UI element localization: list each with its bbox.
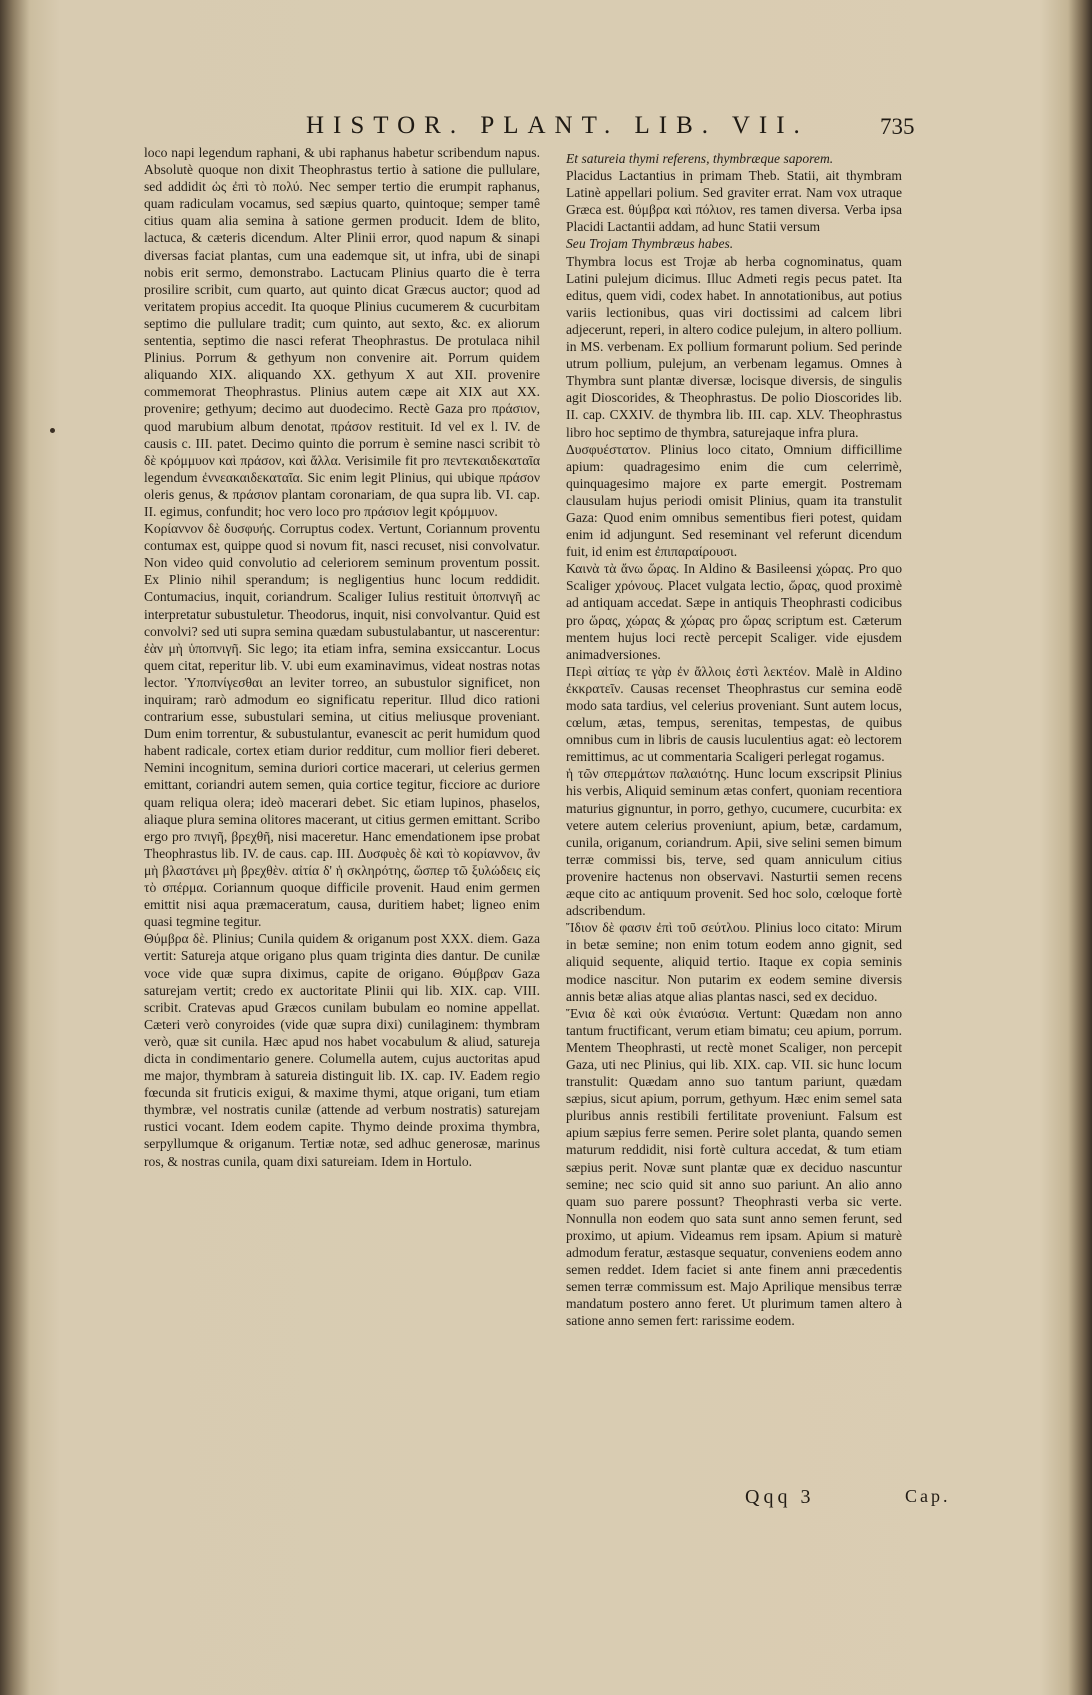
paragraph: ἡ τῶν σπερμάτων παλαιότης. Hunc locum exscripsit Plinius his verbis, Aliquid seminum ætas confert, quoniam recentiora maturius gignuntur, in porro, gethyo, cucumere, cucurbita: ex vetere autem celerius proveniunt, apium, betæ, cardamum, cunila, origanum, coriandrum. Apii, sive selini semen bimum terræ commissi bis, terve, sed quam anniculum citius provenire hactenus non observavi. Nasturtii semen recens æque cito ac antiquum provenit. Sed hoc solo, cœloque fortè adscribendum. bbox=[566, 766, 902, 919]
right-column bbox=[566, 150, 902, 1329]
paragraph: Περὶ αἰτίας τε γὰρ ἐν ἄλλοις ἐστὶ λεκτέον. Malè in Aldino ἐκκρατεῖν. Causas recenset Theophrastus cur semina eodē modo sata tardius, vel celerius proveniant. Sunt autem locus, cœlum, ætas, tempus, serenitas, tempestas, de quibus omnibus cum in libris de causis luculentius agat: eò lectorem remittimus, ac ut commentaria Scaligeri perlegat rogamus. bbox=[566, 663, 902, 765]
margin-mark bbox=[50, 428, 55, 433]
paragraph: Κορίαννον δὲ δυσφυής. Corruptus codex. Vertunt, Coriannum proventu contumax est, quippe quod si novum fit, nasci recuset, nisi convolvatur. Non video quid convolutio ad celeriorem seminum proventum possit. Ex Plinio nihil sperandum; is negligentius hunc locum reddidit. Contumacius, inquit, coriandrum. Scaliger Iulius restituit ὑποπνιγῆ ac interpretatur subustuletur. Theodorus, inquit, nisi convolvantur. Quid est convolvi? sed uti supra semina quædam subustulabantur, ut nascerentur: ἐὰν μὴ ὑποπνιγῆ. Sic lego; ita etiam infra, semina exsiccantur. Locus quem citat, reperitur lib. V. ubi eum examinavimus, videat nostras notas lector. Ὑποπνίγεσθαι an leviter torreo, an subustulor significet, non inquiram; rarò admodum eo significatu reperitur. Illud dico rationi contrarium esse, subustulari semina, ut citius meliusque proveniant. Dum enim torrentur, & subustulantur, evanescit ac perit humidum quod habent radicale, cortex etiam durior redditur, cum mollior fieri deberet. Nemini incognitum, semina duriori cortice macerari, ut celerius germen emittant, coriandri autem semen, quia cortice tegitur, ficciore ac duriore quam reliqua olera; ideò macerari debet. Sic etiam lupinos, phaselos, aliaque plura semina olitores macerant, ut citius germen emittant. Scribo ergo pro πνιγῆ, βρεχθῆ, nisi maceretur. Hanc emendationem ipse probat Theophrastus lib. IV. de caus. cap. III. Δυσφυὲς δὲ καὶ τὸ κορίαννον, ἂν μὴ βλαστάνει μὴ βρεχθὲν. αἰτία δ' ἡ σκληρότης, ὥσπερ τῶ ξυλώδεις εἰς τὸ σπέρμα. Coriannum quoque difficile provenit. Haud enim germen emittit nisi aqua præmaceratum, causa, duritiem habet; ligneo enim quasi tegmine tegitur. bbox=[144, 521, 540, 930]
paragraph: Thymbra locus est Trojæ ab herba cognominatus, quam Latini pulejum dicimus. Illuc Admeti regis pecus patet. Ita editus, quem vidi, codex habet. In annotationibus, aut potius variis lectionibus, quas viri doctissimi ad calcem libri adjecerunt, reperi, in altero codice pulejum, in altero pollium. in MS. verbenam. Ex pollium formarunt polium. Sed perinde utrum pollium, pulejum, an verbenam legamus. Omnes à Thymbra sunt plantæ diversæ, locisque diversis, de singulis agit Dioscorides, & Theophrastus. De polio Dioscorides lib. II. cap. CXXIV. de thymbra lib. III. cap. XLV. Theophrastus libro hoc septimo de thymbra, saturejaque infra plura. bbox=[566, 253, 902, 440]
catchword: Cap. bbox=[905, 1486, 951, 1506]
paragraph: Ἴδιον δὲ φασιν ἐπὶ τοῦ σεύτλου. Plinius loco citato: Mirum in betæ semine; non enim totum eodem anno gignit, sed aliquid sequente, aliquid tertio. Itaque ex copia seminis modice nascitur. Non putarim ex eodem semine diversis annis betæ alias atque alias plantas nasci, sed ex deciduo. bbox=[566, 920, 902, 1004]
verse-quote: Et satureia thymi referens, thymbræque saporem. bbox=[566, 151, 834, 166]
paragraph: Ἔνια δὲ καὶ οὐκ ἐνιαύσια. Vertunt: Quædam non anno tantum fructificant, verum etiam bimatu; ceu apium, porrum. Mentem Theophrasti, ut rectè monet Scaliger, non percepit Gaza, uti nec Plinius, qui lib. XIX. cap. VII. sic hunc locum transtulit: Quædam anno suo tantum pariunt, quædam sæpius, sicut apium, porrum, gethyum. Hæc enim semel sata pluribus annis restibili fertilitate proveniunt. Falsum est apium sæpius ferre semen. Perire solet planta, quando semen maturum reddidit, nisi fortè cultura accedat, & tum etiam sæpius perit. Novæ sunt plantæ quæ ex deciduo nascuntur semine; nec scio quid sit anno suo pariunt. An alio anno quam suo parere possunt? Theophrasti verba sic verte. Nonnulla non eodem quo sata sunt anno semen ferunt, sed proximo, ut apium. Videamus rem ipsam. Apium si maturè admodum feratur, æstasque sequatur, conveniens eodem anno semen reddet. Idem faciet si ante finem anni præcedentis semen terræ commissum est. Majo Aprilique mensibus terræ mandatum postero anno feret. Ut plurimum tamen altero à satione anno semen fert: rarissime eodem. bbox=[566, 1005, 902, 1329]
paragraph: loco napi legendum raphani, & ubi raphanus habetur scribendum napus. Absolutè quoque non dixit Theophrastus tertio à satione die pullulare, sed addidit ὡς ἐπὶ τὸ πολύ. Nec semper tertio die erumpit raphanus, quam radiculam vocamus, sed sæpius quarto, quintoque; semper tamê citius quam alia semina à satione germen producit. Idem de blito, lactuca, & cæteris dicendum. Alter Plinii error, quod napum & sinapi diversas faciat plantas, cum una eademque sit, ut infra, ubi de sinapi nobis erit sermo, demonstrabo. Lactucam Plinius quarto die è terra prosilire scribit, cum quarto, aut quinto dicat Græcus auctor; quod ad veritatem propius accedit. Ita quoque Plinius cucumerem & cucurbitam septimo die pullulare tradit; cum quinto, aut sexto, &c. ex aliorum sententia, septimo die nasci referat Theophrastus. De protulaca nihil Plinius. Porrum & gethyum non convenire ait. Porrum quidem aliquando XIX. aliquando XX. gethyum X aut XII. provenire commemorat Theophrastus. Plinius autem cæpe ait XIX aut XX. provenire; gethyum; decimo aut duodecimo. Rectè Gaza pro πράσιον, quod marubium album denotat, πράσον restituit. Id vel ex l. IV. de causis c. III. patet. Decimo quinto die porrum è semine nasci scribit τὸ δὲ κρόμμυον καὶ πράσον, καὶ ἄλλα. Verisimile fit pro πεντεκαιδεκαταῖα legendum ἐννεακαιδεκαταῖα. Sic enim legit Plinius, qui ubique πράσον oleris genus, & πράσιον plantam coronariam, de qua supra lib. VI. cap. II. egimus, confundit; hoc vero loco pro πράσιον legit κρόμμυον. bbox=[144, 145, 540, 519]
paragraph: Δυσφυέστατον. Plinius loco citato, Omnium difficillime apium: quadragesimo enim die cum celerrimè, quinquagesimo majore ex parte emergit. Postremam clausulam hujus periodi omisit Plinius, quam ita transtulit Gaza: Quod enim omnibus sementibus fieri potest, quidam enim id adjungunt. Sed reseminant vel referunt dicendum fuit, id enim est ἐπιπαραίρουσι. bbox=[566, 441, 902, 560]
verse-quote: Seu Trojam Thymbræus habes. bbox=[566, 236, 734, 252]
paragraph: Θύμβρα δὲ. Plinius; Cunila quidem & origanum post XXX. diem. Gaza vertit: Satureja atque origano plus quam triginta dies dantur. De cunilæ voce vide quæ supra diximus, capite de origano. Θύμβραν Gaza saturejam vertit; credo ex auctoritate Plinii qui lib. XIX. cap. VIII. scribit. Cratevas apud Græcos cunilam bubulam eo nomine appellat. Cæteri verò conyroides (vide quæ supra dixi) cunilaginem: thymbram verò, quæ sit cunila. Hæc apud nos habet vocabulum & aliud, satureja dicta in condimentario genere. Columella autem, cujus auctoritas apud me major, thymbram à satureia distinguit lib. IX. cap. IV. Eadem regio fœcunda sit fruticis exigui, & maxime thymi, atque origani, tum etiam thymbræ, vel nostratis cunilæ (attende ad verbum nostratis) saturejam rustici vocant. Idem eodem capite. Thymo deinde proxima thymbra, serpyllumque & origanum. Tertiæ notæ, sed adhuc generosæ, marinus ros, & nostras cunila, quam dixi satureiam. Idem in Hortulo. bbox=[144, 931, 540, 1169]
folio-number: 735 bbox=[880, 114, 915, 139]
running-title: HISTOR. PLANT. LIB. VII. bbox=[306, 112, 809, 139]
paragraph: Καινὰ τὰ ἄνω ὥρας. In Aldino & Basileensi χώρας. Pro quo Scaliger χρόνους. Placet vulgata lectio, ὥρας, quod proximè ad antiquam accedat. Sæpe in antiquis Theophrasti codicibus pro ὥρας, χώρας & χώρας pro ὥρας scriptum est. Cæterum mentem hujus loci rectè percepit Scaliger. vide ejusdem animadversiones. bbox=[566, 561, 902, 662]
paragraph: Placidus Lactantius in primam Theb. Statii, ait thymbram Latinè appellari polium. Sed graviter errat. Nam vox utraque Græca est. θύμβρα καὶ πόλιον, res tamen diversa. Verba ipsa Placidi Lactantii addam, ad hunc Statii versum bbox=[566, 168, 902, 235]
signature-mark: Qqq 3 bbox=[745, 1486, 815, 1508]
page-header bbox=[0, 112, 1092, 140]
page-footer bbox=[0, 1486, 1092, 1516]
left-column bbox=[144, 144, 540, 1170]
